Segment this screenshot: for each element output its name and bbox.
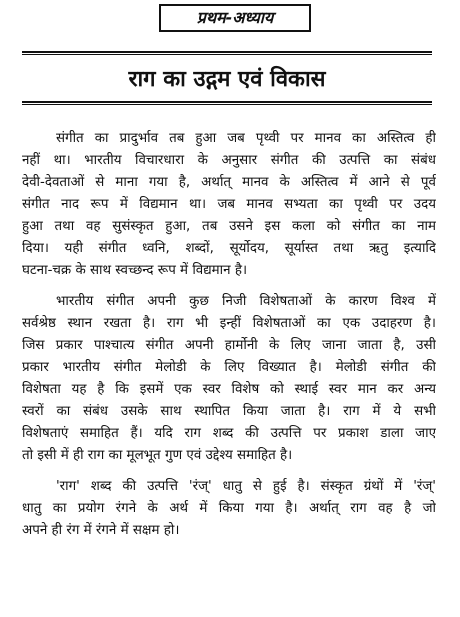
- text-line: 'राग' शब्द की उत्पत्ति 'रंज्' धातु से हुई है। संस्कृत ग्रंथों में 'रंज्': [56, 479, 436, 494]
- body-text: [22, 128, 436, 542]
- text-line: प्रकार भारतीय संगीत मेलोडी के लिए विख्यात है। मेलोडी संगीत की: [22, 360, 436, 375]
- text-line: अपने ही रंग में रंगने में सक्षम हो।: [22, 523, 180, 538]
- paragraph-2: [22, 291, 436, 467]
- text-line: दिया। यही संगीत ध्वनि, शब्दों, सूर्योदय, सूर्यास्त तथा ऋतु इत्यादि: [22, 241, 436, 256]
- title-bottom-rule-thin: [22, 104, 432, 105]
- text-line: धातु का प्रयोग रंगने के अर्थ में किया गया है। अर्थात् राग वह है जो: [22, 501, 436, 516]
- text-line: देवी-देवताओं से माना गया है, अर्थात् मानव के अस्तित्व में आने से पूर्व: [22, 175, 436, 190]
- text-line: तो इसी में ही राग का मूलभूत गुण एवं उद्देश्य समाहित है।: [22, 448, 293, 463]
- text-line: विशेषताएं समाहित हैं। यदि राग शब्द की उत्पत्ति पर प्रकाश डाला जाए: [22, 426, 436, 441]
- text-line: सर्वश्रेष्ठ स्थान रखता है। राग भी इन्हीं विशेषताओं का एक उदाहरण है।: [22, 316, 436, 331]
- text-line: हुआ तथा वह सुसंस्कृत हुआ, तब उसने इस कला को संगीत का नाम: [22, 219, 436, 234]
- text-line: नहीं था। भारतीय विचारधारा के अनुसार संगीत की उत्पत्ति का संबंध: [22, 153, 436, 168]
- text-line: जिस प्रकार पाश्चात्य संगीत अपनी हार्मोनी के लिए जाना जाता है, उसी: [22, 338, 436, 353]
- title-top-rule: [22, 51, 432, 53]
- text-line: घटना-चक्र के साथ स्वच्छन्द रूप में विद्यमान है।: [22, 263, 248, 278]
- paragraph-1: [22, 128, 436, 282]
- paragraph-gap: [22, 467, 436, 476]
- paragraph-gap: [22, 282, 436, 291]
- text-line: संगीत नाद रूप में विद्यमान था। जब मानव सभ्यता का पृथ्वी पर उदय: [22, 197, 436, 212]
- text-line: विशेषता यह है कि इसमें एक स्वर विशेष को स्थाई स्वर मान कर अन्य: [22, 382, 436, 397]
- text-line: संगीत का प्रादुर्भाव तब हुआ जब पृथ्वी पर मानव का अस्तित्व ही: [56, 131, 436, 146]
- chapter-title: राग का उद्गम एवं विकास: [128, 67, 326, 92]
- chapter-label: प्रथम-अध्याय: [159, 4, 311, 32]
- title-bottom-rule: [22, 101, 432, 103]
- paragraph-3: [22, 476, 436, 542]
- text-line: भारतीय संगीत अपनी कुछ निजी विशेषताओं के कारण विश्व में: [56, 294, 436, 309]
- text-line: स्वरों का संबंध उसके साथ स्थापित किया जाता है। राग में ये सभी: [22, 404, 436, 419]
